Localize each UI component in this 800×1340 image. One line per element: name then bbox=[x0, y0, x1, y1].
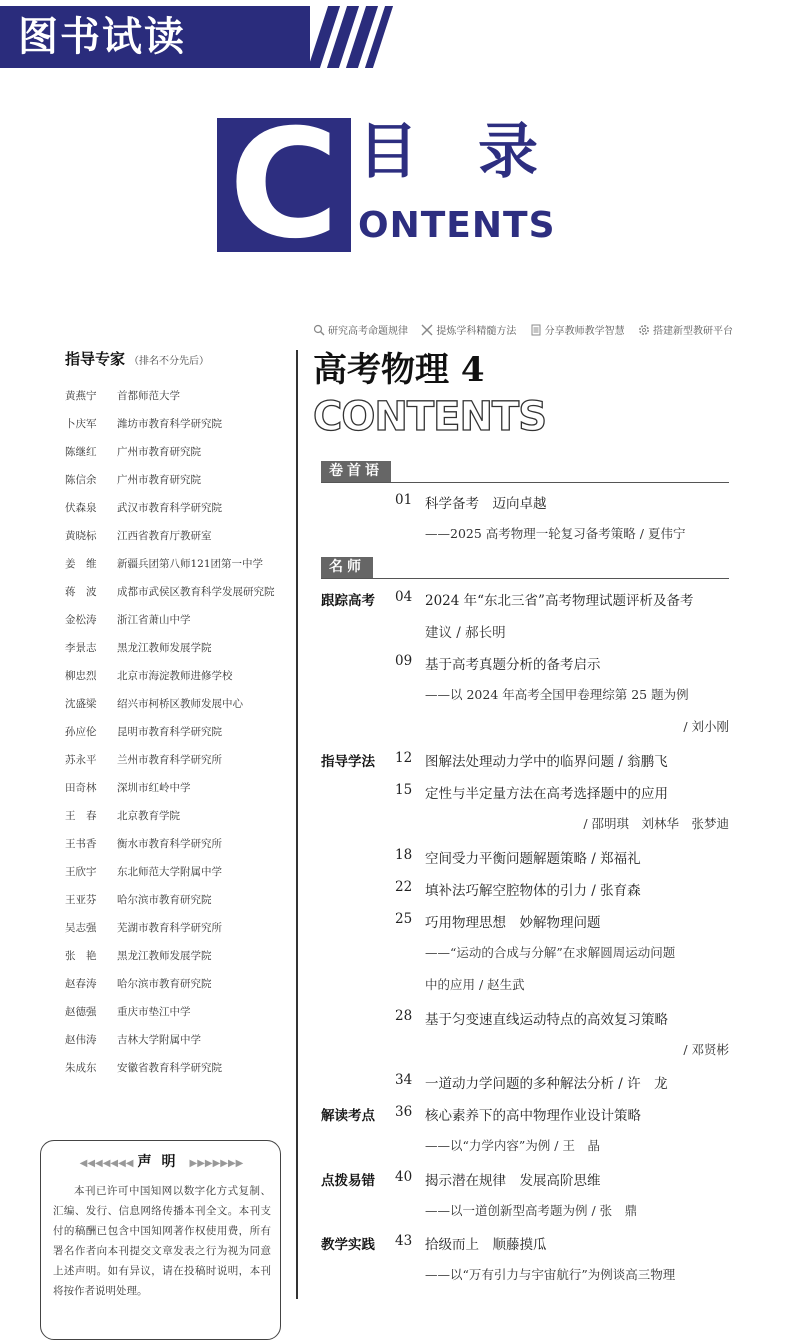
entry-title: 揭示潜在规律 发展高阶思维 bbox=[425, 1173, 601, 1189]
page-number: 18 bbox=[395, 847, 413, 863]
expert-name: 伏森泉 bbox=[65, 502, 97, 514]
entry-title: 科学备考 迈向卓越 bbox=[425, 496, 547, 512]
category-label: 解读考点 bbox=[321, 1108, 375, 1124]
list-item bbox=[65, 552, 275, 580]
category-label: 跟踪高考 bbox=[321, 593, 375, 609]
experts-note: （排名不分先后） bbox=[129, 356, 210, 367]
list-item bbox=[65, 496, 275, 524]
experts-title: 指导专家 bbox=[65, 350, 126, 368]
list-item bbox=[65, 664, 275, 692]
expert-org: 成都市武侯区教育科学发展研究院 bbox=[117, 586, 275, 598]
entry-subtitle: ——以“万有引力与宇宙航行”为例谈高三物理 bbox=[425, 1267, 676, 1282]
entry-author: / 刘小刚 bbox=[683, 719, 729, 734]
slogan-item bbox=[638, 322, 733, 337]
category-label: 点拨易错 bbox=[321, 1173, 375, 1189]
expert-org: 江西省教育厅教研室 bbox=[117, 530, 212, 542]
expert-org: 首都师范大学 bbox=[117, 390, 180, 402]
contents-logo-box bbox=[217, 98, 351, 272]
list-item bbox=[65, 972, 275, 1000]
expert-org: 安徽省教育科学研究院 bbox=[117, 1062, 222, 1074]
expert-org: 武汉市教育科学研究院 bbox=[117, 502, 222, 514]
ontents-heading: ONTENTS bbox=[358, 205, 556, 246]
entry-subtitle-continued: 中的应用 / 赵生武 bbox=[425, 977, 525, 992]
page-number: 40 bbox=[395, 1169, 413, 1185]
expert-name: 沈盛梁 bbox=[65, 698, 97, 710]
slogan-text: 分享教师教学智慧 bbox=[544, 326, 625, 337]
expert-name: 黄燕宁 bbox=[65, 390, 97, 402]
list-item bbox=[65, 776, 275, 804]
expert-org: 新疆兵团第八师121团第一中学 bbox=[117, 558, 264, 570]
expert-org: 重庆市垫江中学 bbox=[117, 1006, 191, 1018]
expert-name: 陈继红 bbox=[65, 446, 97, 458]
expert-org: 浙江省萧山中学 bbox=[117, 614, 191, 626]
contents-outline-text: CONTENTS bbox=[313, 394, 547, 437]
expert-name: 黄晓标 bbox=[65, 530, 97, 542]
expert-org: 芜湖市教育科学研究所 bbox=[117, 922, 222, 934]
page-number: 25 bbox=[395, 911, 413, 927]
slogan-text: 研究高考命题规律 bbox=[328, 326, 408, 337]
entry-title: 2024 年“东北三省”高考物理试题评析及备考 bbox=[425, 593, 694, 609]
list-item bbox=[65, 468, 275, 496]
entry-subtitle: ——2025 高考物理一轮复习备考策略 / 夏伟宁 bbox=[425, 526, 686, 541]
expert-name: 陈信余 bbox=[65, 474, 97, 486]
expert-org: 东北师范大学附属中学 bbox=[117, 866, 222, 878]
entry-subtitle: ——以“力学内容”为例 / 王 晶 bbox=[425, 1138, 600, 1153]
expert-name: 王书香 bbox=[65, 838, 97, 850]
category-label: 教学实践 bbox=[321, 1237, 375, 1253]
section-header bbox=[321, 556, 729, 579]
list-item bbox=[65, 412, 275, 440]
header-banner bbox=[0, 6, 310, 68]
page-number: 28 bbox=[395, 1008, 413, 1024]
entry-title: 巧用物理思想 妙解物理问题 bbox=[425, 915, 601, 931]
section-tag: 卷首语 bbox=[321, 461, 391, 482]
left-arrows-icon: ◀◀◀◀◀◀◀ bbox=[79, 1158, 134, 1169]
list-item bbox=[65, 1000, 275, 1028]
notice-heading bbox=[41, 1151, 282, 1171]
list-item bbox=[65, 608, 275, 636]
list-item bbox=[65, 748, 275, 776]
category-label: 指导学法 bbox=[321, 754, 375, 770]
slogan-text: 提炼学科精髓方法 bbox=[436, 326, 517, 337]
entry-title: 核心素养下的高中物理作业设计策略 bbox=[425, 1108, 641, 1124]
list-item bbox=[65, 692, 275, 720]
expert-org: 吉林大学附属中学 bbox=[117, 1034, 201, 1046]
experts-list bbox=[65, 384, 275, 1084]
expert-name: 王亚芬 bbox=[65, 894, 97, 906]
right-arrows-icon: ▶▶▶▶▶▶▶ bbox=[189, 1158, 244, 1169]
expert-name: 赵德强 bbox=[65, 1006, 97, 1018]
slogan-text: 搭建新型教研平台 bbox=[652, 326, 733, 337]
column-divider bbox=[296, 350, 298, 1299]
expert-org: 绍兴市柯桥区教师发展中心 bbox=[117, 698, 243, 710]
expert-org: 衡水市教育科学研究所 bbox=[117, 838, 222, 850]
expert-org: 北京市海淀教师进修学校 bbox=[117, 670, 233, 682]
expert-org: 昆明市教育科学研究院 bbox=[117, 726, 222, 738]
entry-title: 基于高考真题分析的备考启示 bbox=[425, 657, 601, 673]
list-item bbox=[65, 804, 275, 832]
document-icon bbox=[530, 324, 542, 336]
expert-org: 黑龙江教师发展学院 bbox=[117, 642, 212, 654]
expert-name: 姜 维 bbox=[65, 558, 97, 570]
page-number: 09 bbox=[395, 653, 413, 669]
page-number: 12 bbox=[395, 750, 413, 766]
entry-title: 图解法处理动力学中的临界问题 / 翁鹏飞 bbox=[425, 754, 668, 770]
entry-title-continued: 建议 / 郝长明 bbox=[425, 625, 506, 641]
section-header bbox=[321, 460, 729, 483]
list-item bbox=[65, 636, 275, 664]
slogan-item bbox=[313, 322, 408, 337]
tools-icon bbox=[421, 324, 433, 336]
entry-subtitle: ——以一道创新型高考题为例 / 张 鼎 bbox=[425, 1203, 638, 1218]
list-item bbox=[65, 580, 275, 608]
page-number: 36 bbox=[395, 1104, 413, 1120]
list-item bbox=[65, 440, 275, 468]
expert-org: 哈尔滨市教育研究院 bbox=[117, 894, 212, 906]
banner-title: 图书试读 bbox=[18, 14, 186, 60]
expert-name: 蒋 波 bbox=[65, 586, 97, 598]
expert-org: 广州市教育研究院 bbox=[117, 446, 201, 458]
page-number: 15 bbox=[395, 782, 413, 798]
slogan-item bbox=[421, 322, 516, 337]
expert-name: 张 艳 bbox=[65, 950, 97, 962]
expert-name: 田奇林 bbox=[65, 782, 97, 794]
contents-outline-word bbox=[313, 393, 573, 437]
expert-name: 柳忠烈 bbox=[65, 670, 97, 682]
mulu-heading: 目录 bbox=[358, 117, 598, 187]
experts-heading bbox=[65, 348, 209, 369]
expert-name: 赵春涛 bbox=[65, 978, 97, 990]
expert-org: 北京教育学院 bbox=[117, 810, 180, 822]
list-item bbox=[65, 524, 275, 552]
contents-logo-letter: C bbox=[228, 98, 340, 272]
section-tag: 名师 bbox=[321, 557, 373, 578]
page-number: 04 bbox=[395, 589, 413, 605]
list-item bbox=[65, 916, 275, 944]
entry-title: 基于匀变速直线运动特点的高效复习策略 bbox=[425, 1012, 668, 1028]
list-item bbox=[65, 860, 275, 888]
expert-name: 吴志强 bbox=[65, 922, 97, 934]
search-icon bbox=[313, 324, 325, 336]
entry-title: 拾级而上 顺藤摸瓜 bbox=[425, 1237, 547, 1253]
entry-author: / 邓贤彬 bbox=[683, 1042, 729, 1057]
list-item bbox=[65, 1056, 275, 1084]
entry-title: 定性与半定量方法在高考选择题中的应用 bbox=[425, 786, 668, 802]
entry-title: 一道动力学问题的多种解法分析 / 许 龙 bbox=[425, 1076, 668, 1092]
entry-author: / 邵明琪 刘林华 张梦迪 bbox=[583, 816, 729, 831]
expert-name: 赵伟涛 bbox=[65, 1034, 97, 1046]
expert-name: 李景志 bbox=[65, 642, 97, 654]
notice-body: 本刊已许可中国知网以数字化方式复制、汇编、发行、信息网络传播本刊全文。本刊支付的稿酬已包含中国知网著作权使用费，所有署名作者向本刊提交文章发表之行为视为同意上述声明。如有异议，请在投稿时说明，本刊将按作者说明处理。 bbox=[53, 1185, 271, 1297]
notice-title: 声明 bbox=[137, 1154, 186, 1170]
list-item bbox=[65, 720, 275, 748]
expert-name: 王 春 bbox=[65, 810, 97, 822]
expert-name: 孙应伦 bbox=[65, 726, 97, 738]
gear-icon bbox=[638, 324, 650, 336]
expert-org: 广州市教育研究院 bbox=[117, 474, 201, 486]
entry-title: 空间受力平衡问题解题策略 / 郑福礼 bbox=[425, 851, 641, 867]
page-number: 01 bbox=[395, 492, 413, 508]
list-item bbox=[65, 944, 275, 972]
list-item bbox=[65, 832, 275, 860]
expert-name: 朱成东 bbox=[65, 1062, 97, 1074]
entry-title: 填补法巧解空腔物体的引力 / 张育森 bbox=[425, 883, 641, 899]
slogan-item bbox=[530, 322, 625, 337]
expert-org: 兰州市教育科学研究所 bbox=[117, 754, 222, 766]
magazine-title: 高考物理 4 bbox=[313, 350, 485, 390]
expert-name: 金松涛 bbox=[65, 614, 97, 626]
list-item bbox=[65, 888, 275, 916]
slogan-bar bbox=[313, 322, 733, 337]
expert-name: 卜庆军 bbox=[65, 418, 97, 430]
expert-name: 苏永平 bbox=[65, 754, 97, 766]
page-number: 34 bbox=[395, 1072, 413, 1088]
list-item bbox=[65, 1028, 275, 1056]
page-number: 22 bbox=[395, 879, 413, 895]
expert-name: 王欣宇 bbox=[65, 866, 97, 878]
page-number: 43 bbox=[395, 1233, 413, 1249]
list-item bbox=[65, 384, 275, 412]
expert-org: 黑龙江教师发展学院 bbox=[117, 950, 212, 962]
expert-org: 深圳市红岭中学 bbox=[117, 782, 191, 794]
expert-org: 哈尔滨市教育研究院 bbox=[117, 978, 212, 990]
expert-org: 潍坊市教育科学研究院 bbox=[117, 418, 222, 430]
notice-box bbox=[40, 1140, 281, 1340]
entry-subtitle: ——以 2024 年高考全国甲卷理综第 25 题为例 bbox=[425, 687, 689, 702]
entry-subtitle: ——“运动的合成与分解”在求解圆周运动问题 bbox=[425, 945, 676, 960]
